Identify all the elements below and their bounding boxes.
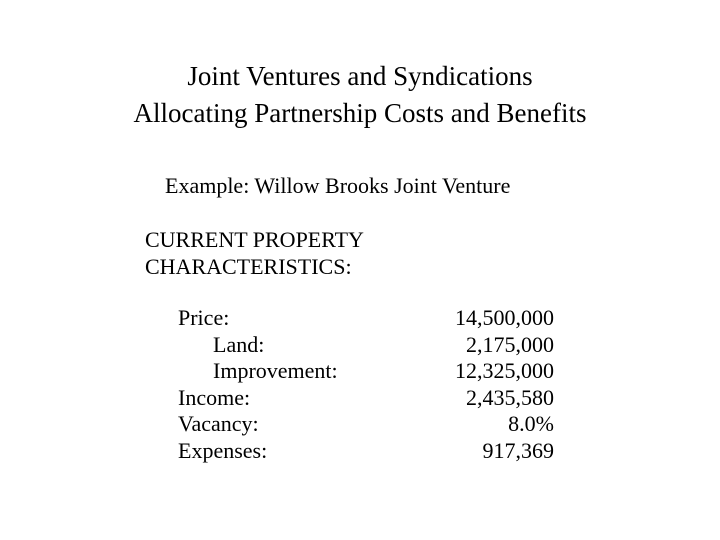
- slide-title: Joint Ventures and Syndications: [187, 61, 533, 91]
- row-label: Vacancy:: [178, 411, 259, 436]
- row-value: 2,175,000: [466, 331, 554, 357]
- row-label: Land:: [213, 331, 265, 357]
- section-heading-line-1: CURRENT PROPERTY: [145, 227, 364, 252]
- property-characteristics-list: [178, 305, 554, 464]
- section-heading: [145, 226, 364, 280]
- row-value: 8.0%: [508, 411, 554, 436]
- row-label: Income:: [178, 384, 251, 410]
- row-value: 12,325,000: [455, 358, 554, 383]
- row-vacancy: [178, 411, 554, 438]
- row-income: [178, 385, 554, 412]
- row-value: 917,369: [482, 437, 554, 463]
- example-heading: Example: Willow Brooks Joint Venture: [165, 173, 511, 198]
- row-price: [178, 305, 554, 332]
- section-heading-line-2: CHARACTERISTICS:: [145, 254, 352, 279]
- row-improvement: [178, 358, 554, 385]
- row-label: Improvement:: [213, 358, 338, 383]
- row-label: Expenses:: [178, 437, 268, 463]
- row-value: 14,500,000: [455, 305, 554, 330]
- row-label: Price:: [178, 305, 230, 330]
- row-value: 2,435,580: [466, 384, 554, 410]
- row-expenses: [178, 438, 554, 465]
- slide-subtitle: Allocating Partnership Costs and Benefits: [133, 98, 587, 128]
- row-land: [178, 332, 554, 359]
